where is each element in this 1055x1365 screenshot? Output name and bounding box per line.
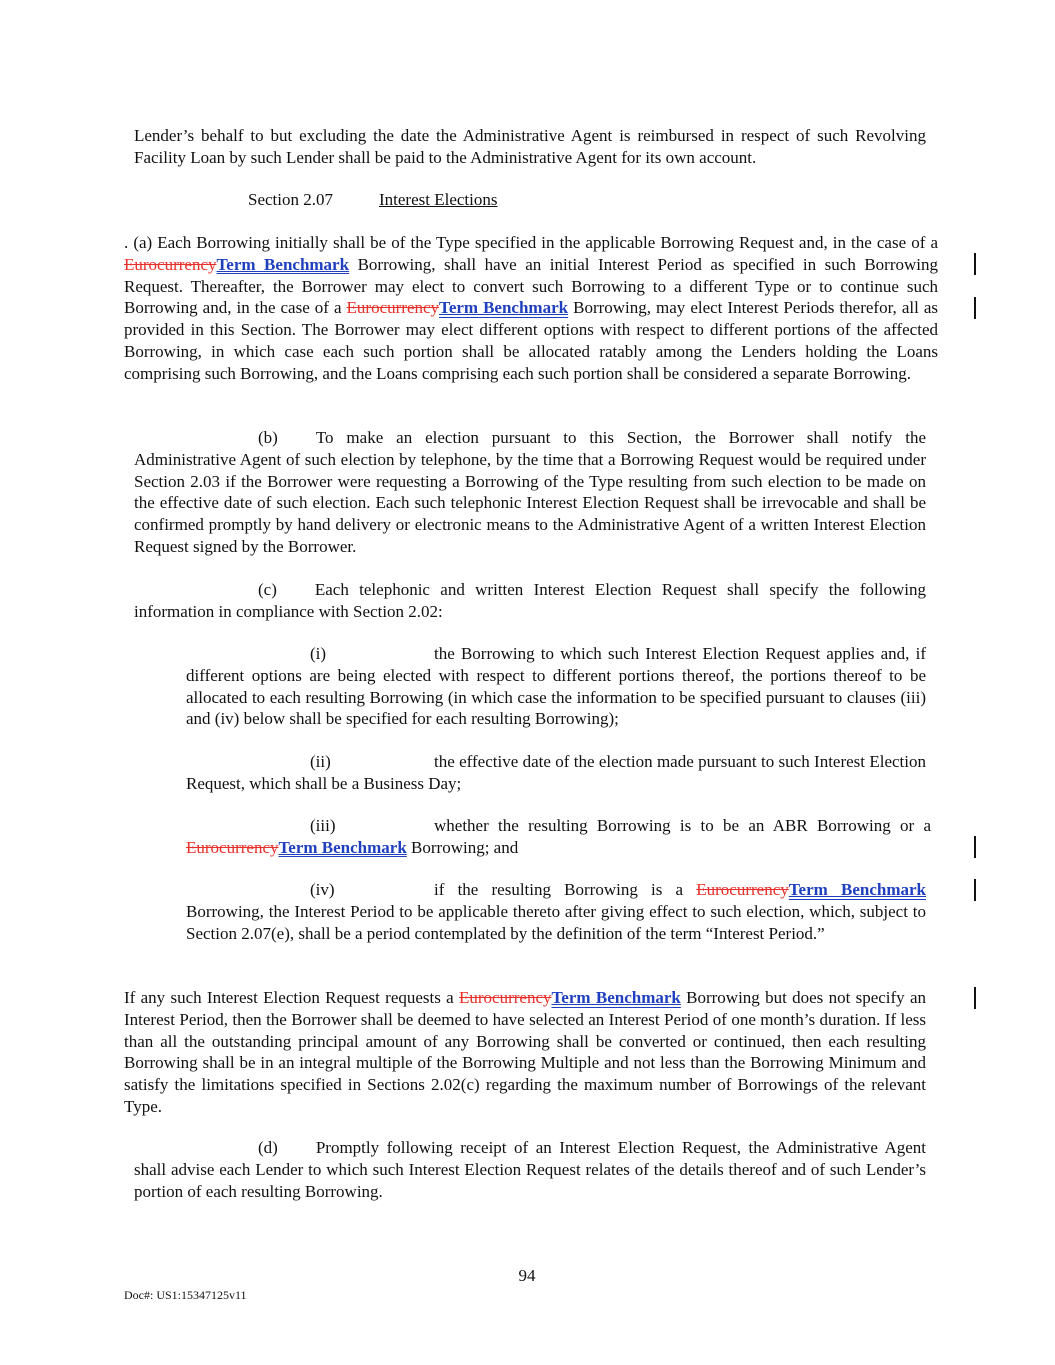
clause-iv-text-2: Borrowing, the Interest Period to be applicable thereto after giving effect to such election, which, subject to Section 2.07(e), shall be a period contemplated by the definition of the term “Interest Period.”	[186, 901, 926, 943]
change-bar	[974, 879, 976, 901]
section-number: Section 2.07	[248, 190, 333, 209]
clause-iv	[186, 879, 926, 944]
carryover-text: Lender’s behalf to but excluding the date the Administrative Agent is reimbursed in respect of such Revolving Facility Loan by such Lender shall be paid to the Administrative Agent for its own account.	[134, 126, 926, 167]
carryover-paragraph	[134, 125, 926, 169]
paragraph-a	[124, 232, 938, 385]
para-a-text-1: . (a) Each Borrowing initially shall be of the Type specified in the applicable Borrowing Request and, in the case of a	[124, 233, 938, 252]
section-title: Interest Elections	[379, 190, 498, 209]
para-d-label: (d)	[258, 1138, 278, 1157]
clause-iii-label: (iii)	[310, 816, 336, 835]
inserted-text: Term Benchmark	[788, 880, 926, 899]
deleted-text: Eurocurrency	[696, 880, 789, 899]
para-b-text: To make an election pursuant to this Section, the Borrower shall notify the Administrative Agent of such election by telephone, by the time that a Borrowing Request would be required under Section 2.03 if the Borrower were requesting a Borrowing of the Type resulting from such election to be made on the effective date of such election. Each such telephonic Interest Election Request shall be irrevocable and shall be confirmed promptly by hand delivery or electronic means to the Administrative Agent of a written Interest Election Request signed by the Borrower.	[134, 428, 926, 556]
paragraph-c	[134, 579, 926, 623]
clause-ii-label: (ii)	[310, 752, 331, 771]
para-if-text-1: If any such Interest Election Request requests a	[124, 988, 460, 1007]
clause-i-text: the Borrowing to which such Interest Election Request applies and, if different options are being elected with respect to different portions thereof, the portions thereof to be allocated to each resulting Borrowing (in which case the information to be specified pursuant to clauses (iii) and (iv) below shall be specified for each resulting Borrowing);	[186, 644, 926, 729]
clause-i-label: (i)	[310, 644, 327, 663]
para-b-label: (b)	[258, 428, 278, 447]
change-bar	[974, 987, 976, 1009]
deleted-text: Eurocurrency	[124, 254, 217, 274]
para-c-label: (c)	[258, 580, 277, 599]
deleted-text: Eurocurrency	[186, 837, 279, 857]
doc-id: Doc#: US1:15347125v11	[124, 1288, 247, 1302]
para-a-text-3: Borrowing, may elect Interest Periods therefor, all as provided in this Section. The Borrower may elect different options with respect to different portions of the affected Borrowing, in which case each such portion shall be allocated ratably among the Lenders holding the Loans comprising such Borrowing, and the Loans comprising each such portion shall be considered a separate Borrowing.	[124, 298, 938, 383]
clause-iii-text-2: Borrowing; and	[406, 837, 519, 857]
clause-ii	[186, 751, 926, 795]
para-if-text-2: Borrowing but does not specify an Interest Period, then the Borrower shall be deemed to have selected an Interest Period of one month’s duration. If less than all the outstanding principal amount of any Borrowing shall be converted or continued, then each resulting Borrowing shall be in an integral multiple of the Borrowing Multiple and not less than the Borrowing Minimum and satisfy the limitations specified in Sections 2.02(c) regarding the maximum number of Borrowings of the relevant Type.	[124, 988, 927, 1116]
inserted-text: Term Benchmark	[439, 298, 569, 318]
clause-iii	[186, 815, 931, 859]
para-d-text: Promptly following receipt of an Interest Election Request, the Administrative Agent shall advise each Lender to which such Interest Election Request relates of the details thereof and of such Lender’s portion of each resulting Borrowing.	[134, 1138, 926, 1201]
change-bar	[974, 253, 976, 275]
inserted-text: Term Benchmark	[278, 837, 407, 857]
paragraph-b	[134, 427, 926, 558]
deleted-text: Eurocurrency	[459, 988, 552, 1007]
change-bar	[974, 297, 976, 319]
section-heading	[248, 189, 648, 211]
change-bar	[974, 836, 976, 858]
inserted-text: Term Benchmark	[551, 988, 681, 1007]
para-a-text-2: Borrowing, shall have an initial Interest Period as specified in such Borrowing Request. Thereafter, the Borrower may elect to convert such Borrowing to a different Type or to continue such Borrowing and, in the case of a	[124, 254, 938, 318]
clause-iv-label: (iv)	[310, 880, 335, 899]
clause-iv-text-1: if the resulting Borrowing is a	[434, 880, 697, 899]
para-c-text: Each telephonic and written Interest Election Request shall specify the following information in compliance with Section 2.02:	[134, 580, 926, 621]
inserted-text: Term Benchmark	[216, 254, 350, 274]
paragraph-if	[124, 987, 926, 1118]
clause-iii-text-1: whether the resulting Borrowing is to be an ABR Borrowing or a	[434, 816, 931, 835]
clause-i	[186, 643, 926, 730]
deleted-text: Eurocurrency	[346, 298, 440, 318]
paragraph-d	[134, 1137, 926, 1202]
page-number: 94	[518, 1266, 536, 1285]
clause-ii-text: the effective date of the election made pursuant to such Interest Election Request, which shall be a Business Day;	[186, 752, 926, 793]
